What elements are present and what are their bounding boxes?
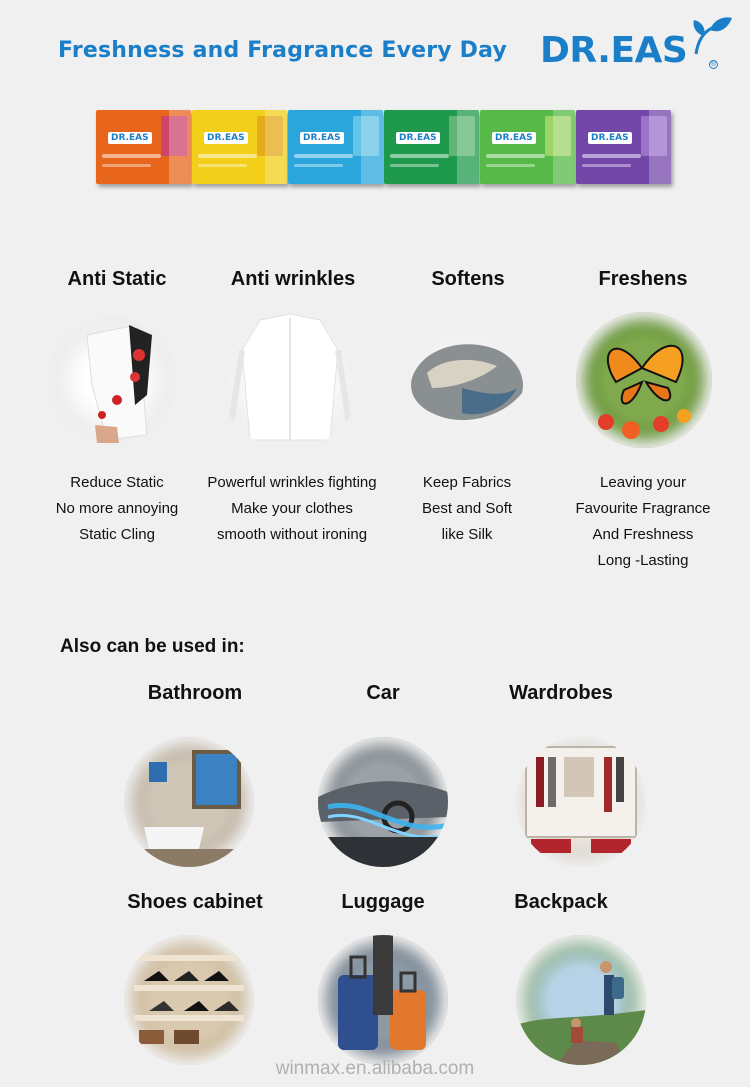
logo-text: DR.EAS	[540, 30, 688, 71]
use-title-luggage: Luggage	[341, 891, 425, 913]
product-logo: DR.EAS	[396, 132, 440, 144]
use-title-car: Car	[366, 682, 400, 704]
luggage-image	[318, 935, 448, 1065]
brand-logo	[540, 14, 740, 74]
product-box	[288, 110, 383, 184]
shirt-image	[220, 310, 360, 450]
feature-title-freshens: Freshens	[598, 268, 688, 290]
product-logo: DR.EAS	[588, 132, 632, 144]
product-box	[96, 110, 191, 184]
product-logo: DR.EAS	[300, 132, 344, 144]
leaf-icon	[690, 14, 734, 58]
product-box	[480, 110, 575, 184]
product-logo: DR.EAS	[492, 132, 536, 144]
feature-title-anti-static: Anti Static	[67, 268, 167, 290]
feature-text-freshens: Leaving your Favourite Fragrance And Freshness Long -Lasting	[575, 474, 711, 569]
product-box	[576, 110, 671, 184]
feature-text-anti-static: Reduce Static No more annoying Static Cling	[55, 474, 179, 543]
feature-title-anti-wrinkles: Anti wrinkles	[230, 268, 356, 290]
use-title-shoes-cabinet: Shoes cabinet	[127, 891, 263, 913]
use-title-backpack: Backpack	[514, 891, 608, 913]
headline: Freshness and Fragrance Every Day	[58, 38, 508, 63]
backpack-image	[516, 935, 646, 1065]
use-title-bathroom: Bathroom	[147, 682, 243, 704]
product-logo: DR.EAS	[204, 132, 248, 144]
uses-heading: Also can be used in:	[60, 636, 245, 657]
product-box	[384, 110, 479, 184]
feature-text-anti-wrinkles: Powerful wrinkles fighting Make your clothes smooth without ironing	[207, 474, 377, 543]
butterfly-image	[576, 312, 712, 448]
dress-image	[47, 315, 177, 445]
registered-mark: ®	[710, 61, 717, 68]
fabric-image	[402, 318, 532, 438]
watermark: winmax.en.alibaba.com	[275, 1058, 475, 1079]
feature-text-softens: Keep Fabrics Best and Soft like Silk	[421, 474, 513, 543]
feature-title-softens: Softens	[431, 268, 505, 290]
product-lineup	[96, 110, 676, 186]
car-image	[318, 737, 448, 867]
product-box	[192, 110, 287, 184]
use-title-wardrobes: Wardrobes	[509, 682, 613, 704]
wardrobe-image	[516, 737, 646, 867]
bathroom-image	[124, 737, 254, 867]
product-logo: DR.EAS	[108, 132, 152, 144]
shoes-cabinet-image	[124, 935, 254, 1065]
